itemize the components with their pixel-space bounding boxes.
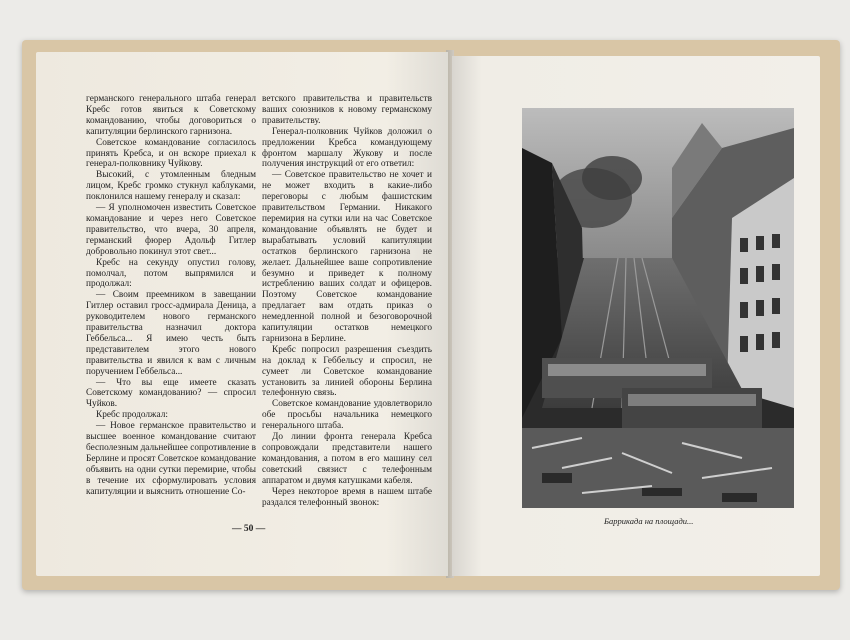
paragraph: — Новое германское правительство и высшее военное командование считают бесполезным дальнейшее сопротивление в Берлине и просят Советское командование объявить на одни сутки перемирие, чтобы в течение их сформулировать условия капитуляции и выяснить отношение Со- xyxy=(86,421,256,497)
left-page-column-1 xyxy=(86,94,256,498)
paragraph: Кребс продолжал: xyxy=(96,410,168,421)
paragraph: — Своим преемником в завещании Гитлер оставил гросс-адмирала Деница, а руководителем нового германского правительства назначил доктора Геббельса... Я имею честь быть представителем этого нового правительства и явился к вам с личным поручением Геббельса... xyxy=(86,290,256,377)
street-barricade-photo xyxy=(522,108,794,508)
paragraph: До линии фронта генерала Кребса сопровождали представители нашего командования, а потом в его машину сел советский связист с телефонным аппаратом и двумя катушками кабеля. xyxy=(262,432,432,486)
paragraph: германского генерального штаба генерал Кребс готов явиться к Советскому командованию, чтобы договориться о капитуляции берлинского гарнизона. xyxy=(86,94,256,137)
paragraph: — Советское правительство не хочет и не может входить в какие-либо переговоры с любым фашистским правительством Германии. Никакого перемирия на сутки или на час Советское командование объявлять не будет и вырабатывать условий капитуляции остатков берлинского гарнизона не желает. Дальнейшее ваше сопротивление безумно и приведет к полному истреблению ваших солдат и офицеров. Поэтому Советское командование предлагает вам отдать приказ о немедленной полной и безоговорочной капитуляции остатков немецкого гарнизона в Берлине. xyxy=(262,170,432,344)
photo-caption: Баррикада на площади... xyxy=(604,516,694,526)
paragraph: — Я уполномочен известить Советское командование и через него Советское правительство, что вчера, 30 апреля, германский фюрер Адольф Гитлер добровольно покинул этот свет... xyxy=(86,203,256,257)
paragraph: ветского правительства и правительств ваших союзников к новому германскому правительству. xyxy=(262,94,432,126)
paragraph: Советское командование удовлетворило обе просьбы начальника немецкого генерального штаба. xyxy=(262,399,432,432)
paragraph: Советское командование согласилось принять Кребса, и он вскоре приехал к генерал-полковнику Чуйкову. xyxy=(86,137,256,170)
left-page-column-2 xyxy=(262,94,432,508)
paragraph: Высокий, с утомленным бледным лицом, Кребс громко стукнул каблуками, поклонился нашему генералу и сказал: xyxy=(86,170,256,203)
paragraph: Кребс попросил разрешения съездить на доклад к Геббельсу и спросил, не сумеет ли Советское командование установить за линией обороны Берлина телефонную связь. xyxy=(262,344,432,399)
paragraph: Через некоторое время в нашем штабе раздался телефонный звонок: xyxy=(262,486,432,508)
paragraph: Кребс на секунду опустил голову, помолчал, потом выпрямился и продолжал: xyxy=(86,257,256,290)
right-page xyxy=(452,56,820,576)
left-page xyxy=(36,52,448,576)
paragraph: Генерал-полковник Чуйков доложил о предложении Кребса командующему фронтом маршалу Жукову и после получения инструкций от его ответил: xyxy=(262,126,432,170)
page-number: — 50 — xyxy=(232,524,266,534)
paragraph: — Что вы еще имеете сказать Советскому командованию? — спросил Чуйков. xyxy=(86,377,256,410)
